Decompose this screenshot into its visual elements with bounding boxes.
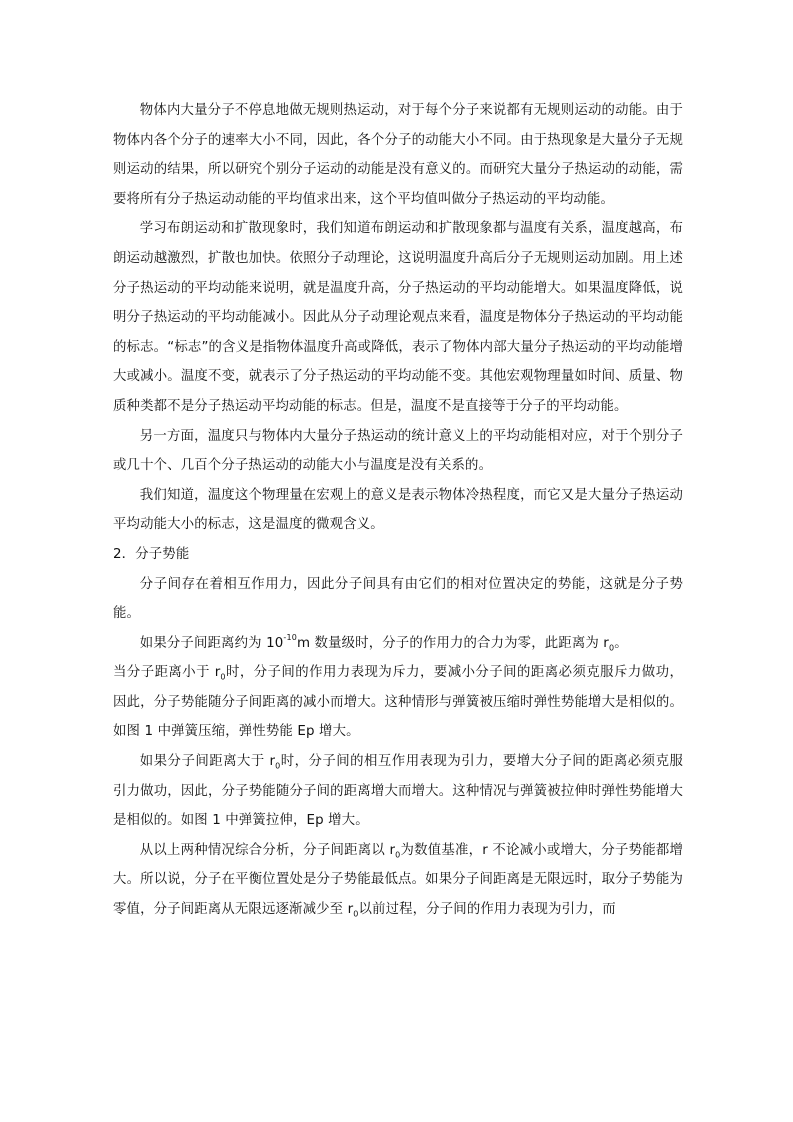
text-segment: 如果分子间距离约为 10 xyxy=(139,635,284,651)
paragraph-summary xyxy=(113,836,683,925)
paragraph-temperature-brownian: 学习布朗运动和扩散现象时，我们知道布朗运动和扩散现象都与温度有关系，温度越高，布朗运动越激烈，扩散也加快。依照分子动理论，这说明温度升高后分子无规则运动加剧。用上述分子热运动的平均动能来说明，就是温度升高，分子热运动的平均动能增大。如果温度降低，说明分子热运动的平均动能减小。因此从分子动理论观点来看，温度是物体分子热运动的平均动能的标志。“标志”的含义是指物体温度升高或降低，表示了物体内部大量分子热运动的平均动能增大或减小。温度不变，就表示了分子热运动的平均动能不变。其他宏观物理量如时间、质量、物质种类都不是分子热运动平均动能的标志。但是，温度不是直接等于分子的平均动能。 xyxy=(113,221,683,414)
subscript: 0 xyxy=(275,761,281,771)
text-segment: 时，分子间的相互作用表现为引力，要增大分子间的距离必须克服引力做功，因此，分子势能随分子间的距离增大而增大。这种情况与弹簧被拉伸时弹性势能增大是相似的。如图 1 中弹簧拉伸，Ep 增大。 xyxy=(113,754,683,829)
paragraph-temperature-micro: 我们知道，温度这个物理量在宏观上的意义是表示物体冷热程度，而它又是大量分子热运动平均动能大小的标志，这是温度的微观含义。 xyxy=(113,487,683,533)
document-body xyxy=(113,96,683,925)
text-segment: m 数量级时，分子的作用力的合力为零，此距离为 r xyxy=(296,635,609,651)
subscript: 0 xyxy=(608,643,615,653)
paragraph-kinetic-energy: 物体内大量分子不停息地做无规则热运动，对于每个分子来说都有无规则运动的动能。由于物体内各个分子的速率大小不同，因此，各个分子的动能大小不同。由于热现象是大量分子无规则运动的结果，所以研究个别分子运动的动能是没有意义的。而研究大量分子热运动的动能，需要将所有分子热运动动能的平均值求出来，这个平均值叫做分子热运动的平均动能。 xyxy=(113,103,683,207)
subscript: 0 xyxy=(395,850,401,860)
text-segment: 以前过程，分子间的作用力表现为引力，而 xyxy=(358,902,616,918)
subscript: 0 xyxy=(220,672,226,682)
text-segment: 。 xyxy=(614,635,628,651)
paragraph-statistical-meaning: 另一方面，温度只与物体内大量分子热运动的统计意义上的平均动能相对应，对于个别分子或几十个、几百个分子热运动的动能大小与温度是没有关系的。 xyxy=(113,428,683,474)
paragraph-attraction xyxy=(113,747,683,836)
exponent: -10 xyxy=(283,633,297,643)
text-segment: 当分子距离小于 r xyxy=(113,665,221,681)
subscript: 0 xyxy=(353,909,359,919)
section-heading-potential-energy: 2．分子势能 xyxy=(113,546,190,562)
text-segment: 如果分子间距离大于 r xyxy=(139,754,276,770)
text-segment: 从以上两种情况综合分析，分子间距离以 r xyxy=(139,842,396,858)
paragraph-equilibrium-distance xyxy=(113,629,683,659)
text-segment: 为数值基准，r 不论减小或增大，分子势能都增大。所以说，分子在平衡位置处是分子势能最低点。如果分子间距离是无限远时，取分子势能为零值，分子间距离从无限远逐渐减少至 r xyxy=(113,842,684,918)
text-segment: 时，分子间的作用力表现为斥力，要减小分子间的距离必须克服斥力做功，因此，分子势能随分子间距离的减小而增大。这种情形与弹簧被压缩时弹性势能增大是相似的。如图 1 中弹簧压缩，弹性势能 Ep 增大。 xyxy=(113,665,683,740)
paragraph-potential-definition: 分子间存在着相互作用力，因此分子间具有由它们的相对位置决定的势能，这就是分子势能。 xyxy=(113,576,683,622)
paragraph-repulsion xyxy=(113,658,683,747)
